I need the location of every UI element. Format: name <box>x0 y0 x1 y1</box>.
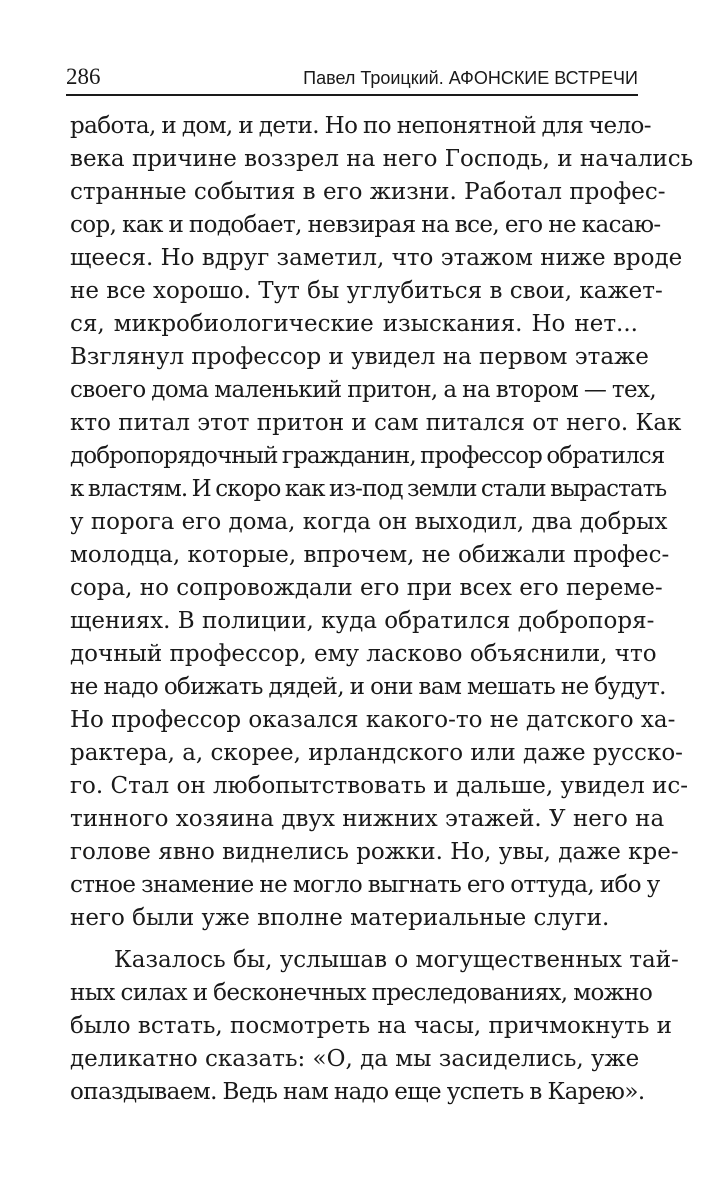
running-header <box>66 62 638 96</box>
text-line: не надо обижать дядей, и они вам мешать не будут. <box>70 674 666 700</box>
body-text <box>70 110 694 1109</box>
text-line: у порога его дома, когда он выходил, два добрых <box>70 509 668 535</box>
text-line: деликатно сказать: «О, да мы засиделись, уже <box>70 1046 640 1072</box>
text-line: добропорядочный гражданин, профессор обратился <box>70 443 665 469</box>
text-line: Но профессор оказался какого-то не датского ха- <box>70 707 676 733</box>
text-line: Взглянул профессор и увидел на первом этаже <box>70 344 649 370</box>
text-line: голове явно виднелись рожки. Но, увы, даже кре- <box>70 839 679 865</box>
text-line: щениях. В полиции, куда обратился добропоря- <box>70 608 655 634</box>
text-line: не все хорошо. Тут бы углубиться в свои, кажет- <box>70 278 663 304</box>
text-line: молодца, которые, впрочем, не обижали профес- <box>70 542 670 568</box>
text-line: кто питал этот притон и сам питался от него. Как <box>70 410 682 436</box>
text-line: Казалось бы, услышав о могущественных тай- <box>114 947 679 973</box>
paragraph-2 <box>70 944 679 1109</box>
text-line: сор, как и подобает, невзирая на все, его не касаю- <box>70 212 661 238</box>
text-line: него были уже вполне материальные слуги. <box>70 905 610 931</box>
text-line: сора, но сопровождали его при всех его переме- <box>70 575 663 601</box>
text-line: го. Стал он любопытствовать и дальше, увидел ис- <box>70 773 689 799</box>
page-number: 286 <box>66 64 101 89</box>
text-line: к властям. И скоро как из-под земли стали вырастать <box>70 476 667 502</box>
text-line: опаздываем. Ведь нам надо еще успеть в Карею». <box>70 1079 645 1105</box>
text-line: странные события в его жизни. Работал профес- <box>70 179 666 205</box>
text-line: работа, и дом, и дети. Но по непонятной для чело- <box>70 113 651 139</box>
text-line: стное знамение не могло выгнать его оттуда, ибо у <box>70 872 660 898</box>
text-line: своего дома маленький притон, а на втором — тех, <box>70 377 657 403</box>
text-line: ся, микробиологические изыскания. Но нет... <box>70 311 638 337</box>
text-line: щееся. Но вдруг заметил, что этажом ниже вроде <box>70 245 683 271</box>
book-title: Павел Троицкий. АФОНСКИЕ ВСТРЕЧИ <box>303 68 638 88</box>
text-line: века причине воззрел на него Господь, и начались <box>70 146 694 172</box>
text-line: ных силах и бесконечных преследованиях, можно <box>70 980 653 1006</box>
paragraph-gap <box>70 935 638 944</box>
text-line: было встать, посмотреть на часы, причмокнуть и <box>70 1013 672 1039</box>
paragraph-1 <box>70 110 694 935</box>
text-line: тинного хозяина двух нижних этажей. У него на <box>70 806 665 832</box>
text-line: дочный профессор, ему ласково объяснили, что <box>70 641 657 667</box>
text-line: рактера, а, скорее, ирландского или даже русско- <box>70 740 683 766</box>
